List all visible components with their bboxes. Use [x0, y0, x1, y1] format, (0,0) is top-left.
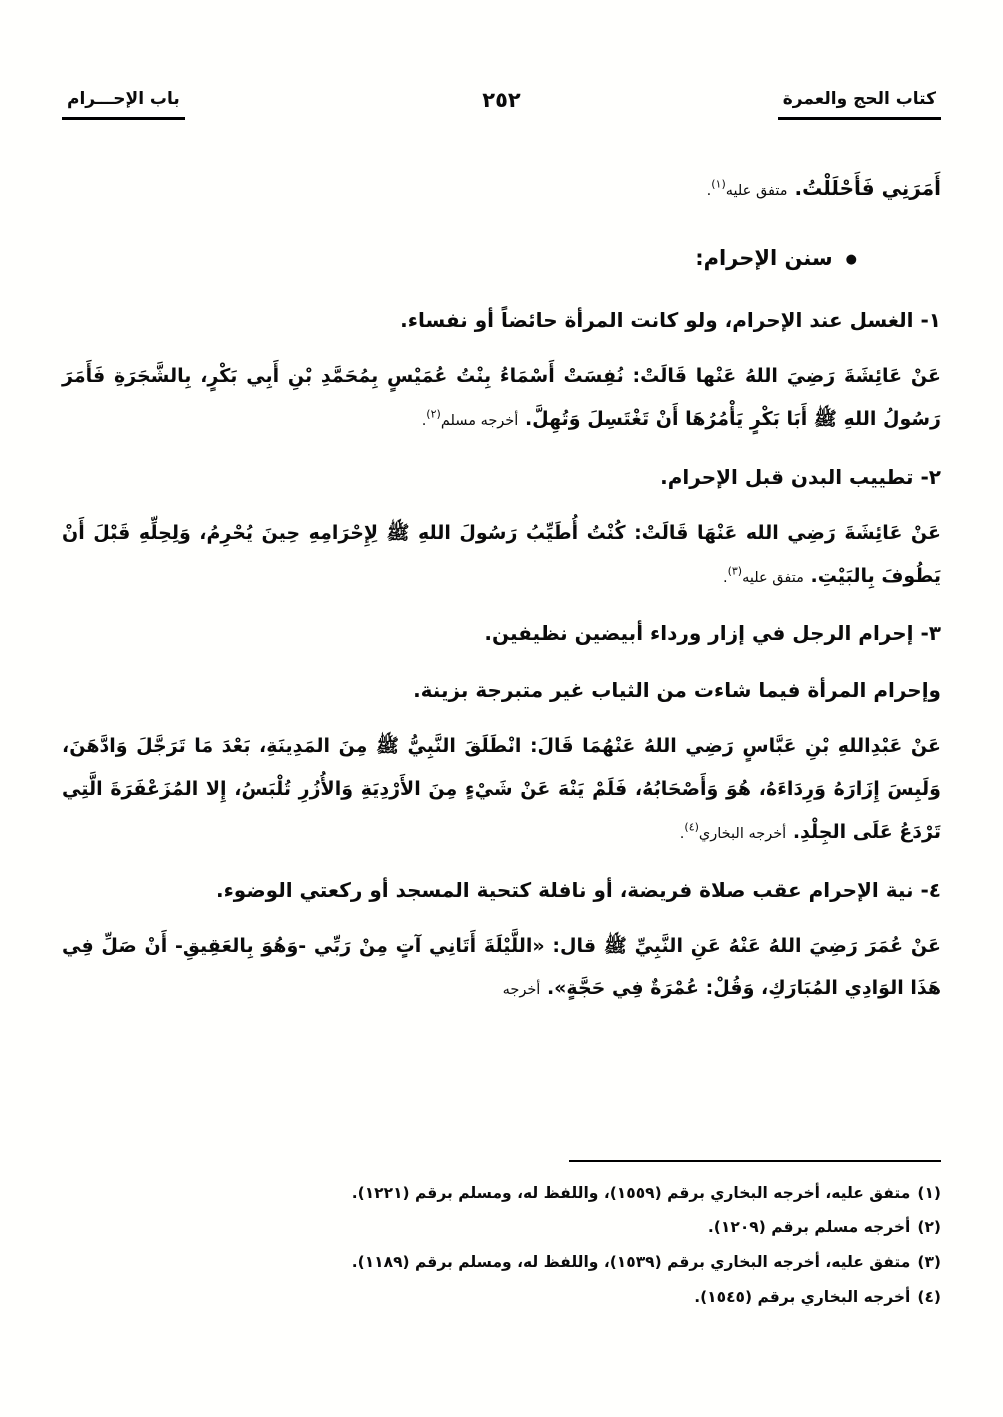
hadith-text: عَنْ عَبْدِاللهِ بْنِ عَبَّاسٍ رَضِي اللهُ عَنْهُمَا قَالَ: انْطَلَقَ النَّبِيُّ ﷺ مِنَ المَدِينَةِ، بَعْدَ مَا تَرَجَّلَ وَادَّهَنَ، وَلَبِسَ إِزَارَهُ وَرِدَاءَهُ، هُوَ وَأَصْحَابُهُ، فَلَمْ يَنْهَ عَنْ شَيْءٍ مِنَ الأَرْدِيَةِ وَالأُزُرِ تُلْبَسُ، إِلا المُزَعْفَرَةَ الَّتِي تَرْدَعُ عَلَى الجِلْدِ. [62, 735, 941, 843]
hadith-paragraph-3 [62, 725, 941, 853]
footnote-text: أخرجه البخاري برقم (١٥٤٥). [694, 1288, 911, 1307]
page-body [62, 166, 941, 1010]
hadith-text: عَنْ عَائِشَةَ رَضِي الله عَنْهَا قَالَتْ: كُنْتُ أُطَيِّبُ رَسُولَ اللهِ ﷺ لِإِحْرَامِهِ حِينَ يُحْرِمُ، وَلِحِلِّهِ قَبْلَ أَنْ يَطُوفَ بِالبَيْتِ. [62, 521, 941, 587]
numbered-item-3: ٣- إحرام الرجل في إزار ورداء أبيضين نظيفين. [484, 621, 941, 646]
footnote-text: متفق عليه، أخرجه البخاري برقم (١٥٣٩)، واللفظ له، ومسلم برقم (١١٨٩). [351, 1253, 911, 1272]
period: . [679, 825, 685, 842]
footnotes-section [62, 1160, 941, 1316]
hadith-paragraph-4 [62, 925, 941, 1011]
period: . [722, 569, 728, 586]
hadith-conclusion [62, 166, 941, 211]
section-heading-sunan-al-ihram [62, 235, 941, 282]
numbered-item-3-continued: وإحرام المرأة فيما شاءت من الثياب غير متبرجة بزينة. [413, 678, 941, 703]
footnote-separator [569, 1160, 941, 1162]
source-attribution: أخرجه البخاري [698, 825, 787, 842]
footnote-text: متفق عليه، أخرجه البخاري برقم (١٥٥٩)، واللفظ له، ومسلم برقم (١٢٢١). [351, 1183, 911, 1202]
footnote-ref-1: (١) [711, 177, 726, 191]
hadith-paragraph-1 [62, 355, 941, 441]
page-header [62, 88, 941, 120]
period: . [421, 413, 427, 429]
source-attribution: أخرجه مسلم [440, 413, 519, 429]
hadith-conclusion-text: أَمَرَنِي فَأَحْلَلْتُ. [794, 176, 941, 200]
footnote-ref-4: (٤) [684, 820, 699, 834]
header-left-area [62, 89, 482, 120]
numbered-item-2: ٢- تطييب البدن قبل الإحرام. [660, 464, 941, 489]
footnote-marker: (٢) [917, 1218, 941, 1237]
numbered-item-1: ١- الغسل عند الإحرام، ولو كانت المرأة حائضاً أو نفساء. [400, 308, 941, 333]
footnote-item [62, 1210, 941, 1245]
period: . [706, 183, 712, 199]
footnote-ref-3: (٣) [727, 564, 743, 578]
hadith-paragraph-2 [62, 512, 941, 598]
running-title-book: كتاب الحج والعمرة [778, 89, 941, 120]
footnote-item [62, 1176, 941, 1211]
bullet-icon: ● [845, 252, 857, 268]
page-number: ٢٥٢ [482, 88, 521, 112]
header-right-area [521, 89, 941, 120]
source-attribution: متفق عليه [742, 569, 804, 586]
footnote-ref-2: (٢) [426, 407, 441, 421]
footnote-text: أخرجه مسلم برقم (١٢٠٩). [707, 1218, 911, 1237]
hadith-text: عَنْ عُمَرَ رَضِيَ اللهُ عَنْهُ عَنِ النَّبِيِّ ﷺ قال: «اللَّيْلَةَ أَتَانِي آتٍ مِنْ رَبِّي -وَهُوَ بِالعَقِيقِ- أَنْ صَلِّ فِي هَذَا الوَادِي المُبَارَكِ، وَقُلْ: عُمْرَةٌ فِي حَجَّةٍ». [62, 934, 941, 1000]
footnote-marker: (١) [917, 1183, 941, 1202]
source-attribution: متفق عليه [725, 183, 788, 199]
source-attribution: أخرجه [502, 982, 541, 999]
footnote-marker: (٣) [917, 1253, 941, 1272]
footnote-item [62, 1280, 941, 1315]
running-title-chapter: باب الإحـــرام [62, 89, 185, 120]
hadith-text: عَنْ عَائِشَةَ رَضِيَ اللهُ عَنْها قَالَتْ: نُفِسَتْ أَسْمَاءُ بِنْتُ عُمَيْسٍ بِمُحَمَّدِ بْنِ أَبِي بَكْرٍ، بِالشَّجَرَةِ فَأَمَرَ رَسُولُ اللهِ ﷺ أَبَا بَكْرٍ يَأْمُرُهَا أَنْ تَغْتَسِلَ وَتُهِلَّ. [62, 365, 941, 430]
section-heading-label: سنن الإحرام: [695, 246, 833, 270]
footnote-marker: (٤) [917, 1288, 941, 1307]
numbered-item-4: ٤- نية الإحرام عقب صلاة فريضة، أو نافلة كتحية المسجد أو ركعتي الوضوء. [215, 877, 941, 902]
footnote-item [62, 1245, 941, 1280]
